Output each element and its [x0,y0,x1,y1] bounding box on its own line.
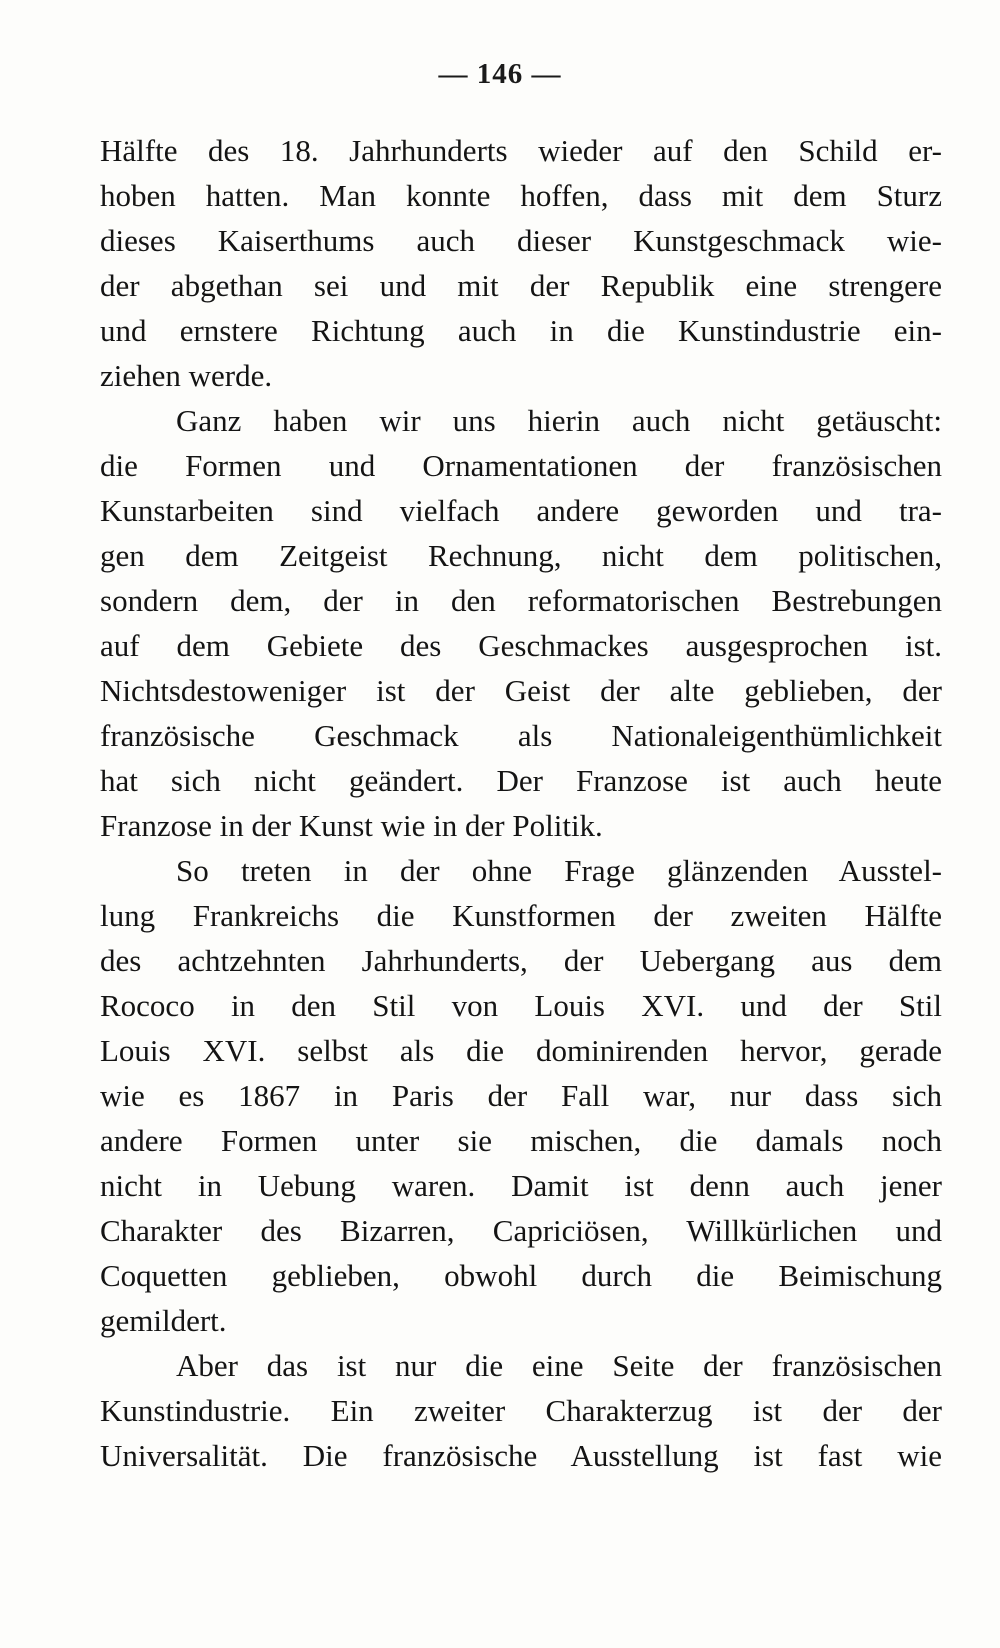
text-line: Aber das ist nur die eine Seite der französischen [176,1348,942,1383]
text-line: ziehen werde. [100,358,273,393]
text-line: Kunstarbeiten sind vielfach andere geworden und tra- [100,493,942,528]
text-line: gemildert. [100,1303,227,1338]
text-line: Coquetten geblieben, obwohl durch die Beimischung [100,1258,942,1293]
text-line: die Formen und Ornamentationen der französischen [100,448,942,483]
body-text [100,128,942,1478]
text-line: wie es 1867 in Paris der Fall war, nur dass sich [100,1078,942,1113]
text-line: nicht in Uebung waren. Damit ist denn auch jener [100,1168,942,1203]
text-line: Nichtsdestoweniger ist der Geist der alte geblieben, der [100,673,942,708]
text-line: sondern dem, der in den reformatorischen Bestrebungen [100,583,942,618]
text-line: Rococo in den Stil von Louis XVI. und der Stil [100,988,942,1023]
page-number: — 146 — [438,58,562,90]
text-line: und ernstere Richtung auch in die Kunstindustrie ein- [100,313,942,348]
text-line: französische Geschmack als Nationaleigenthümlichkeit [100,718,942,753]
text-line: Hälfte des 18. Jahrhunderts wieder auf den Schild er- [100,133,942,168]
text-line: So treten in der ohne Frage glänzenden Ausstel- [176,853,942,888]
text-line: der abgethan sei und mit der Republik eine strengere [100,268,942,303]
text-line: Charakter des Bizarren, Capriciösen, Willkürlichen und [100,1213,942,1248]
text-line: dieses Kaiserthums auch dieser Kunstgeschmack wie- [100,223,942,258]
text-line: gen dem Zeitgeist Rechnung, nicht dem politischen, [100,538,942,573]
text-line: Ganz haben wir uns hierin auch nicht getäuscht: [176,403,942,438]
text-line: andere Formen unter sie mischen, die damals noch [100,1123,942,1158]
text-line: Kunstindustrie. Ein zweiter Charakterzug ist der der [100,1393,942,1428]
text-line: des achtzehnten Jahrhunderts, der Uebergang aus dem [100,943,942,978]
text-line: lung Frankreichs die Kunstformen der zweiten Hälfte [100,898,942,933]
text-line: Universalität. Die französische Ausstellung ist fast wie [100,1438,942,1473]
text-line: hat sich nicht geändert. Der Franzose ist auch heute [100,763,942,798]
text-line: hoben hatten. Man konnte hoffen, dass mit dem Sturz [100,178,942,213]
text-line: Louis XVI. selbst als die dominirenden hervor, gerade [100,1033,942,1068]
text-line: Franzose in der Kunst wie in der Politik. [100,808,603,843]
text-line: auf dem Gebiete des Geschmackes ausgesprochen ist. [100,628,942,663]
